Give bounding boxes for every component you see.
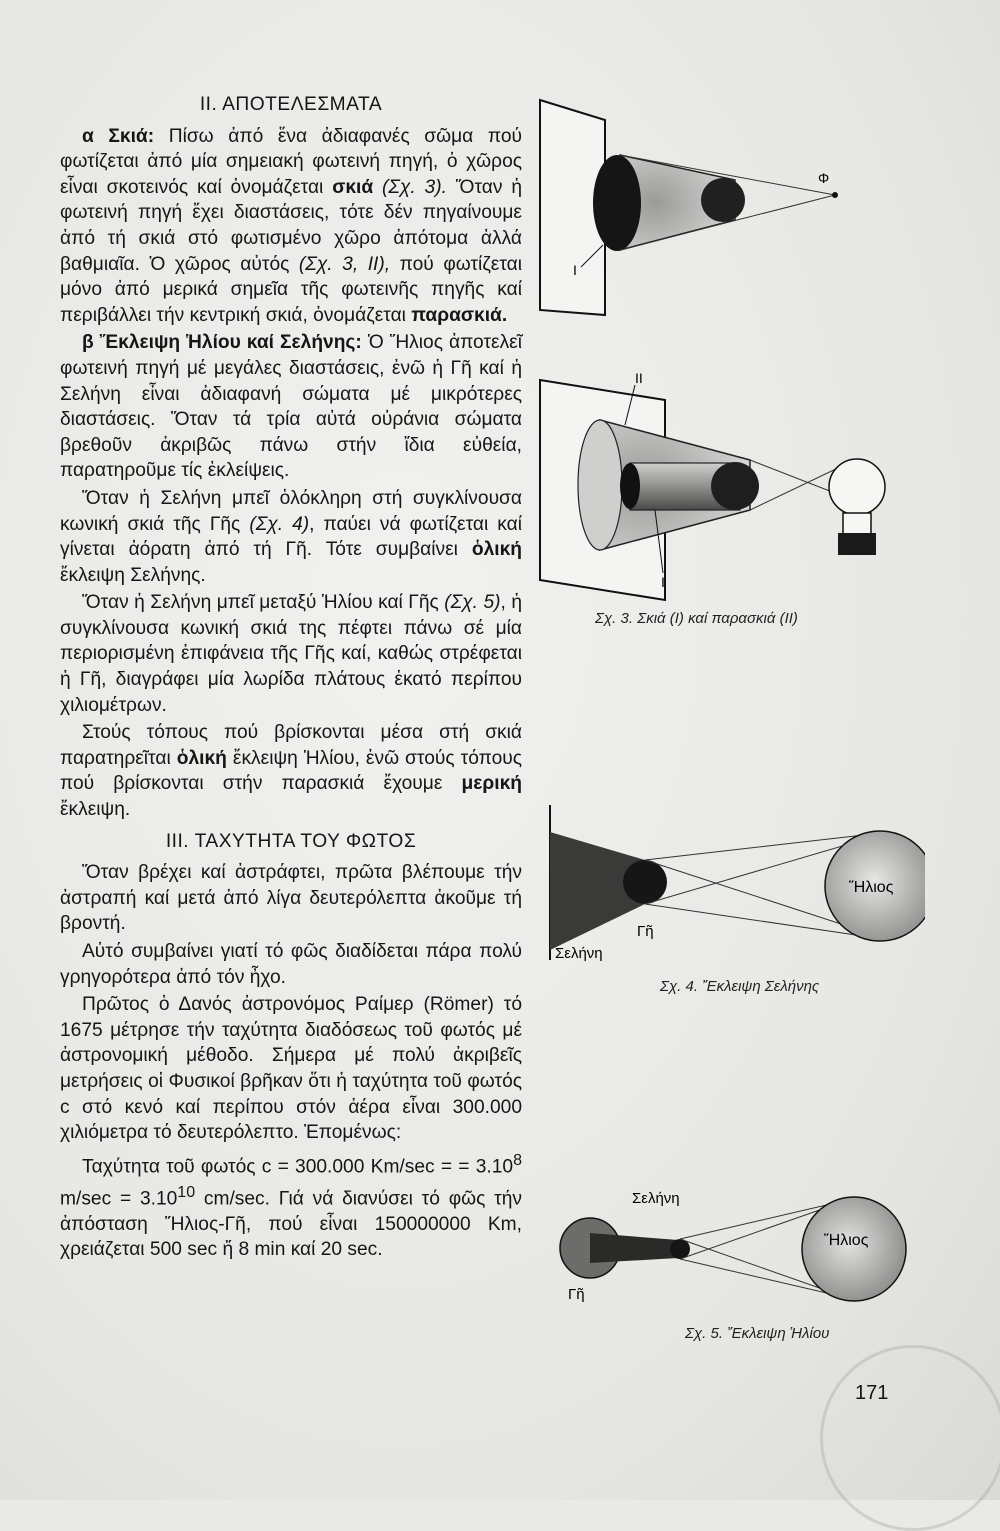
label-shadow-bottom: I bbox=[661, 574, 665, 590]
figure-3 bbox=[535, 95, 895, 615]
term-label: α Σκιά: bbox=[82, 125, 155, 147]
figure-3-caption: Σχ. 3. Σκιά (I) καί παρασκιά (II) bbox=[595, 610, 798, 627]
figure-4-caption: Σχ. 4. Ἔκλειψη Σελήνης bbox=[660, 978, 820, 995]
label-source: Φ bbox=[818, 170, 830, 186]
moon bbox=[670, 1239, 690, 1259]
paragraph-lightning: Ὅταν βρέχει καί ἀστράφτει, πρῶτα βλέπουμε τήν ἀστραπή καί μετά ἀπό λίγα δευτερόλεπτα ἀκοῦμε τή βροντή. bbox=[60, 862, 522, 935]
shadow-diagram bbox=[540, 100, 838, 315]
text-column bbox=[60, 92, 522, 1265]
paragraph-total-partial: Στούς τόπους πού βρίσκονται μέσα στή σκιά παρατηρεῖται ὁλική ἔκλειψη Ἡλίου, ἐνῶ στούς τόπους πού βρίσκονται στήν παρασκιά ἔχουμε μερική ἔκλειψη. bbox=[60, 722, 522, 821]
term-label: β Ἔκλειψη Ἡλίου καί Σελήνης: bbox=[82, 332, 362, 354]
section-heading-speed: ΙΙΙ. ΤΑΧΥΤΗΤΑ ΤΟΥ ΦΩΤΟΣ bbox=[165, 830, 417, 852]
paragraph-shadow: α Σκιά: Πίσω ἀπό ἕνα ἀδιαφανές σῶμα πού φωτίζεται ἀπό μία σημειακή φωτεινή πηγή, ὁ χῶρος εἶναι σκοτεινός καί ὀνομάζεται σκιά (Σχ. 3). Ὅταν ἡ φωτεινή πηγή ἔχει διαστάσεις, τότε δέν πηγαίνουμε ἀπό τή σκιά στό φωτισμένο χῶρο ἀπότομα ἀλλά βαθμιαῖα. Ὁ χῶρος αὐτός (Σχ. 3, II), πού φωτίζεται μόνο ἀπό μερικά σημεῖα τῆς φωτεινῆς πηγῆς καί περιβάλλει τήν κεντρική σκιά, ὀνομάζεται παρασκιά. bbox=[60, 125, 523, 326]
paragraph-light-speed-value: Ταχύτητα τοῦ φωτός c = 300.000 Km/sec = = $3.10^8$ $m/\sec = 3.10^{10}$ cm/sec. Γιά νά διανύσει τό φῶς τήν ἀπόσταση Ἥλιος-Γῆ, πού εἶναι 150000000 Km, χρειάζεται 500 sec ἤ 8 min καί 20 sec. bbox=[60, 1151, 522, 1261]
figure-5 bbox=[548, 1185, 908, 1315]
label-earth: Γῆ bbox=[568, 1286, 585, 1303]
earth bbox=[623, 860, 667, 904]
paragraph-lunar-eclipse: Ὅταν ἡ Σελήνη μπεῖ ὁλόκληρη στή συγκλίνουσα κωνική σκιά τῆς Γῆς (Σχ. 4), παύει νά φωτίζεται καί γίνεται ἀόρατη ἀπό τή Γῆ. Τότε συμβαίνει ὁλική ἔκλειψη Σελήνης. bbox=[60, 487, 523, 586]
label-shadow-top: I bbox=[573, 262, 577, 278]
label-moon: Σελήνη bbox=[555, 945, 603, 962]
section-heading-results: ΙΙ. ΑΠΟΤΕΛΕΣΜΑΤΑ bbox=[199, 94, 383, 115]
label-sun: Ἥλιος bbox=[824, 1232, 869, 1249]
opaque-sphere bbox=[701, 178, 745, 222]
figure-5-caption: Σχ. 5. Ἔκλειψη Ἡλίου bbox=[685, 1325, 830, 1342]
label-moon: Σελήνη bbox=[632, 1190, 680, 1207]
paragraph-solar-eclipse: Ὅταν ἡ Σελήνη μπεῖ μεταξύ Ἡλίου καί Γῆς (Σχ. 5), ἡ συγκλίνουσα κωνική σκιά της πέφτει πάνω σέ μία περιορισμένη ἐπιφάνεια τῆς Γῆς καί, καθώς στρέφεται ἡ Γῆ, διαγράφει μία λωρίδα πλάτους ἑκατό περίπου χιλιομέτρων. bbox=[60, 592, 522, 716]
paragraph-romer: Πρῶτος ὁ Δανός ἀστρονόμος Ραίμερ (Römer) τό 1675 μέτρησε τήν ταχύτητα διαδόσεως τοῦ φωτός μέ ἀστρονομική μέθοδο. Σήμερα μέ πολύ ἀκριβεῖς μετρήσεις οἱ Φυσικοί βρῆκαν ὅτι ἡ ταχύτητα τοῦ φωτός c στό κενό καί περίπου στόν ἀέρα εἶναι 300.000 χιλιόμετρα τό δευτερόλεπτο. Ἑπομένως: bbox=[60, 994, 522, 1144]
figure-4 bbox=[545, 800, 925, 970]
sun bbox=[802, 1197, 906, 1301]
page-number: 171 bbox=[855, 1382, 889, 1404]
penumbra-diagram bbox=[540, 370, 885, 600]
point-source bbox=[832, 192, 838, 198]
label-penumbra: II bbox=[635, 370, 643, 386]
shadow-spot bbox=[593, 155, 641, 251]
paragraph-light-speed-reason: Αὐτό συμβαίνει γιατί τό φῶς διαδίδεται πάρα πολύ γρηγορότερα ἀπό τόν ἦχο. bbox=[60, 941, 522, 988]
library-stamp bbox=[820, 1345, 1000, 1531]
paragraph-eclipse: β Ἔκλειψη Ἡλίου καί Σελήνης: Ὁ Ἥλιος ἀποτελεῖ φωτεινή πηγή μέ μεγάλες διαστάσεις, ἐνῶ ἡ Γῆ καί ἡ Σελήνη εἶναι ἀδιαφανή σώματα μέ μικρότερες διαστάσεις. Ὅταν τά τρία αὐτά οὐράνια σώματα βρεθοῦν ἀκριβῶς πάνω στήν ἴδια εὐθεία, παρατηροῦμε τίς ἐκλείψεις. bbox=[60, 332, 522, 482]
label-earth: Γῆ bbox=[637, 923, 654, 940]
lamp bbox=[829, 459, 885, 555]
label-sun: Ἥλιος bbox=[849, 879, 894, 896]
opaque-sphere-2 bbox=[711, 462, 759, 510]
moon-umbra bbox=[590, 1233, 678, 1263]
